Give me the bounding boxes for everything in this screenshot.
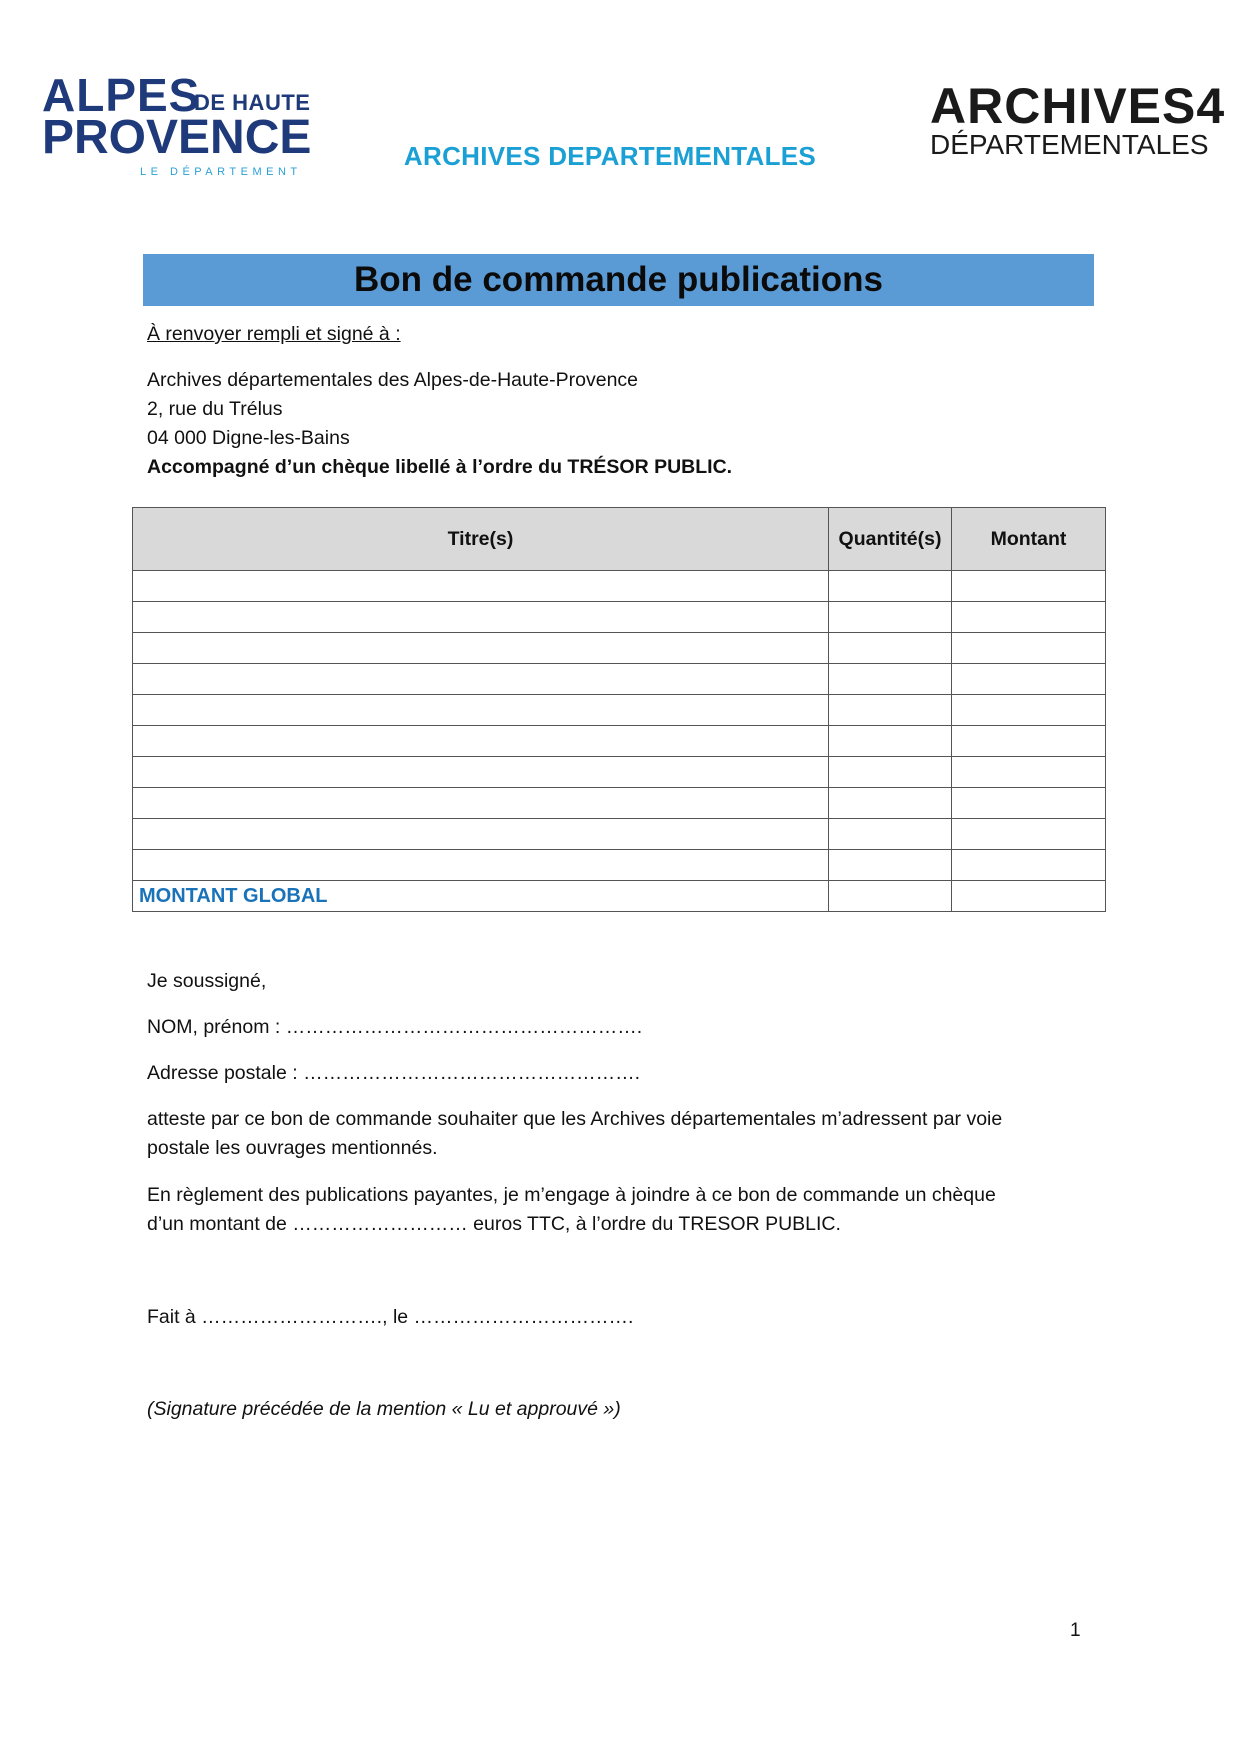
column-header-titles: Titre(s) — [133, 508, 829, 571]
place-date-line[interactable]: Fait à ………………………., le ……………………………. — [147, 1306, 634, 1328]
logo-left-line1: ALPES — [42, 69, 201, 121]
quantity-cell[interactable] — [829, 819, 952, 850]
cheque-note: Accompagné d’un chèque libellé à l’ordre du TRÉSOR PUBLIC. — [147, 456, 733, 478]
amount-cell[interactable] — [952, 664, 1106, 695]
quantity-cell[interactable] — [829, 757, 952, 788]
quantity-cell[interactable] — [829, 726, 952, 757]
page-title: Bon de commande publications — [354, 260, 883, 299]
amount-cell[interactable] — [952, 788, 1106, 819]
amount-cell[interactable] — [952, 819, 1106, 850]
title-cell[interactable] — [133, 571, 829, 602]
total-amount-cell[interactable] — [952, 881, 1106, 912]
title-cell[interactable] — [133, 602, 829, 633]
order-table — [132, 507, 1106, 912]
table-row — [133, 664, 1106, 695]
address-field-line[interactable]: Adresse postale : ……………………………………………. — [147, 1062, 641, 1084]
quantity-cell[interactable] — [829, 664, 952, 695]
table-row — [133, 850, 1106, 881]
title-cell[interactable] — [133, 695, 829, 726]
total-row — [133, 881, 1106, 912]
amount-cell[interactable] — [952, 695, 1106, 726]
amount-cell[interactable] — [952, 571, 1106, 602]
title-cell[interactable] — [133, 633, 829, 664]
archives-departementales-logo — [930, 78, 1226, 170]
payment-line-1: En règlement des publications payantes, je m’engage à joindre à ce bon de commande un chèque — [147, 1184, 996, 1206]
payment-amount-line[interactable]: d’un montant de ……………………… euros TTC, à l’ordre du TRESOR PUBLIC. — [147, 1213, 841, 1235]
table-row — [133, 602, 1106, 633]
table-row — [133, 726, 1106, 757]
logo-right-line2: DÉPARTEMENTALES — [930, 129, 1209, 160]
quantity-cell[interactable] — [829, 602, 952, 633]
table-row — [133, 819, 1106, 850]
address-line-2: 2, rue du Trélus — [147, 398, 283, 420]
declaration-intro: Je soussigné, — [147, 970, 267, 992]
column-header-amount: Montant — [952, 508, 1106, 571]
total-label: MONTANT GLOBAL — [133, 881, 829, 912]
title-cell[interactable] — [133, 850, 829, 881]
table-row — [133, 757, 1106, 788]
title-banner — [143, 254, 1094, 306]
amount-cell[interactable] — [952, 757, 1106, 788]
title-cell[interactable] — [133, 726, 829, 757]
logo-left-line3: LE DÉPARTEMENT — [140, 166, 302, 178]
amount-cell[interactable] — [952, 850, 1106, 881]
table-row — [133, 788, 1106, 819]
title-cell[interactable] — [133, 819, 829, 850]
table-row — [133, 633, 1106, 664]
quantity-cell[interactable] — [829, 633, 952, 664]
logo-right-line1: ARCHIVES4 — [930, 78, 1226, 134]
table-row — [133, 695, 1106, 726]
amount-cell[interactable] — [952, 602, 1106, 633]
title-cell[interactable] — [133, 757, 829, 788]
amount-cell[interactable] — [952, 633, 1106, 664]
header-title: ARCHIVES DEPARTEMENTALES — [403, 141, 817, 171]
name-field-line[interactable]: NOM, prénom : ………………………………………………. — [147, 1016, 643, 1038]
column-header-quantity: Quantité(s) — [829, 508, 952, 571]
quantity-cell[interactable] — [829, 695, 952, 726]
quantity-cell[interactable] — [829, 571, 952, 602]
attest-line-2: postale les ouvrages mentionnés. — [147, 1137, 438, 1159]
logo-left-line2: PROVENCE — [42, 111, 312, 164]
table-header-row — [133, 508, 1106, 571]
signature-note: (Signature précédée de la mention « Lu et approuvé ») — [147, 1398, 621, 1420]
title-cell[interactable] — [133, 664, 829, 695]
logo-left-line1-suffix: DE HAUTE — [194, 90, 311, 115]
quantity-cell[interactable] — [829, 850, 952, 881]
attest-line-1: atteste par ce bon de commande souhaiter que les Archives départementales m’adressent par voie — [147, 1108, 1003, 1130]
amount-cell[interactable] — [952, 726, 1106, 757]
address-line-3: 04 000 Digne-les-Bains — [147, 427, 350, 449]
total-quantity-cell[interactable] — [829, 881, 952, 912]
table-row — [133, 571, 1106, 602]
address-line-1: Archives départementales des Alpes-de-Haute-Provence — [147, 369, 639, 391]
quantity-cell[interactable] — [829, 788, 952, 819]
page-number: 1 — [1070, 1620, 1081, 1641]
return-label: À renvoyer rempli et signé à : — [147, 323, 401, 345]
title-cell[interactable] — [133, 788, 829, 819]
